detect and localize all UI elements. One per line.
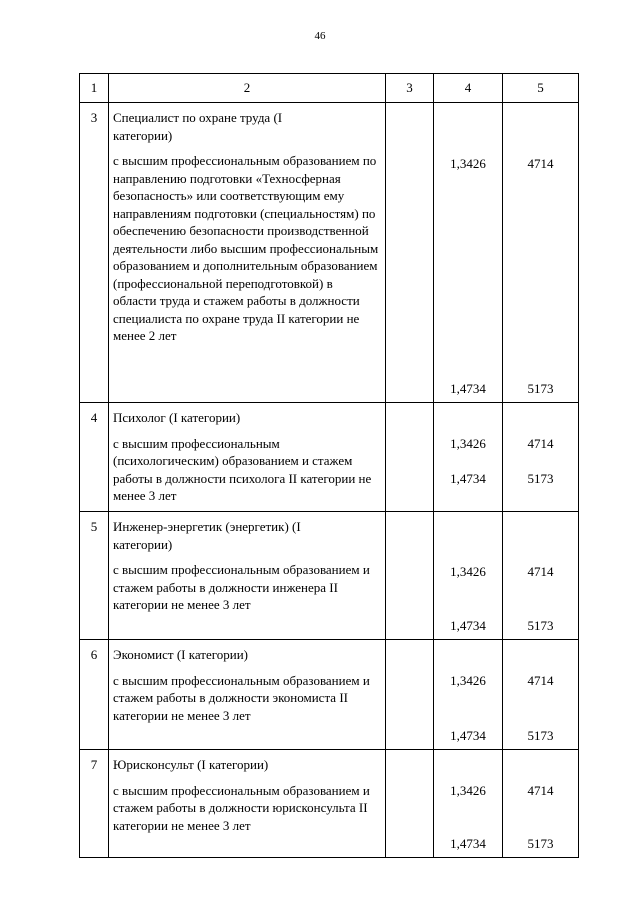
column-3-cell bbox=[386, 403, 434, 512]
position-title: Инженер-энергетик (энергетик) (I категории) bbox=[113, 519, 301, 552]
coefficient-value: 1,3426 bbox=[450, 436, 486, 451]
table-row bbox=[80, 512, 579, 640]
qualification-requirement: с высшим профессиональным образованием по направлению подготовки «Техносферная безопасность» или соответствующим ему направлениям подготовки (специальностям) по обеспечению безопасности производственной деятельности либо высшим профессиональным образованием и дополнительным образованием (профессиональной переподготовкой) в области труда и стажем работы в должности специалиста по охране труда II категории не менее 2 лет bbox=[113, 153, 379, 343]
salary-value: 5173 bbox=[527, 727, 554, 743]
column-header-1: 1 bbox=[80, 74, 109, 103]
salary-value: 5173 bbox=[527, 835, 554, 851]
table-row bbox=[80, 640, 579, 750]
position-description bbox=[109, 512, 386, 640]
salary-cell bbox=[503, 512, 579, 640]
coefficient-value: 1,4734 bbox=[450, 471, 486, 486]
position-title: Психолог (I категории) bbox=[113, 410, 241, 425]
qualification-requirement: с высшим профессиональным образованием и стажем работы в должности экономиста II категории не менее 3 лет bbox=[113, 672, 370, 723]
coefficient-cell bbox=[434, 103, 503, 403]
page-number: 46 bbox=[314, 30, 326, 42]
salary-value: 4714 bbox=[527, 564, 554, 579]
coefficient-value: 1,4734 bbox=[450, 835, 486, 851]
salary-value: 4714 bbox=[527, 436, 554, 451]
coefficient-value: 1,4734 bbox=[450, 380, 486, 396]
position-title: Специалист по охране труда (I категории) bbox=[113, 110, 283, 143]
salary-cell bbox=[503, 403, 579, 512]
salary-value: 4714 bbox=[527, 673, 554, 688]
salary-value: 5173 bbox=[527, 617, 554, 633]
row-number: 3 bbox=[80, 103, 109, 403]
column-header-2: 2 bbox=[109, 74, 386, 103]
salary-cell bbox=[503, 750, 579, 858]
salary-value: 4714 bbox=[527, 156, 554, 171]
column-3-cell bbox=[386, 750, 434, 858]
qualification-requirement: с высшим профессиональным образованием и стажем работы в должности инженера II категории не менее 3 лет bbox=[113, 562, 370, 612]
qualification-requirement: с высшим профессиональным образованием и стажем работы в должности юрисконсульта II категории не менее 3 лет bbox=[113, 782, 370, 833]
table-row bbox=[80, 750, 579, 858]
table-header-row bbox=[80, 74, 579, 103]
coefficient-value: 1,4734 bbox=[450, 727, 486, 743]
salary-cell bbox=[503, 640, 579, 750]
salary-value: 5173 bbox=[527, 380, 554, 396]
coefficient-cell bbox=[434, 512, 503, 640]
column-3-cell bbox=[386, 512, 434, 640]
coefficient-value: 1,3426 bbox=[450, 783, 486, 798]
coefficient-cell bbox=[434, 403, 503, 512]
position-description bbox=[109, 750, 386, 858]
coefficient-cell bbox=[434, 640, 503, 750]
column-header-5: 5 bbox=[503, 74, 579, 103]
row-number: 7 bbox=[80, 750, 109, 858]
coefficient-value: 1,4734 bbox=[450, 617, 486, 633]
table-row bbox=[80, 403, 579, 512]
position-title: Экономист (I категории) bbox=[113, 647, 248, 662]
qualification-requirement: с высшим профессиональным (психологическим) образованием и стажем работы в должности психолога II категории не менее 3 лет bbox=[113, 435, 372, 503]
table-row bbox=[80, 103, 579, 403]
salary-table bbox=[79, 73, 579, 858]
row-number: 4 bbox=[80, 403, 109, 512]
coefficient-value: 1,3426 bbox=[450, 673, 486, 688]
position-title: Юрисконсульт (I категории) bbox=[113, 757, 269, 772]
coefficient-cell bbox=[434, 750, 503, 858]
salary-value: 5173 bbox=[527, 471, 554, 486]
position-description bbox=[109, 403, 386, 512]
row-number: 5 bbox=[80, 512, 109, 640]
column-header-4: 4 bbox=[434, 74, 503, 103]
coefficient-value: 1,3426 bbox=[450, 564, 486, 579]
column-3-cell bbox=[386, 103, 434, 403]
column-header-3: 3 bbox=[386, 74, 434, 103]
position-description bbox=[109, 103, 386, 403]
salary-value: 4714 bbox=[527, 783, 554, 798]
position-description bbox=[109, 640, 386, 750]
salary-cell bbox=[503, 103, 579, 403]
row-number: 6 bbox=[80, 640, 109, 750]
coefficient-value: 1,3426 bbox=[450, 156, 486, 171]
column-3-cell bbox=[386, 640, 434, 750]
